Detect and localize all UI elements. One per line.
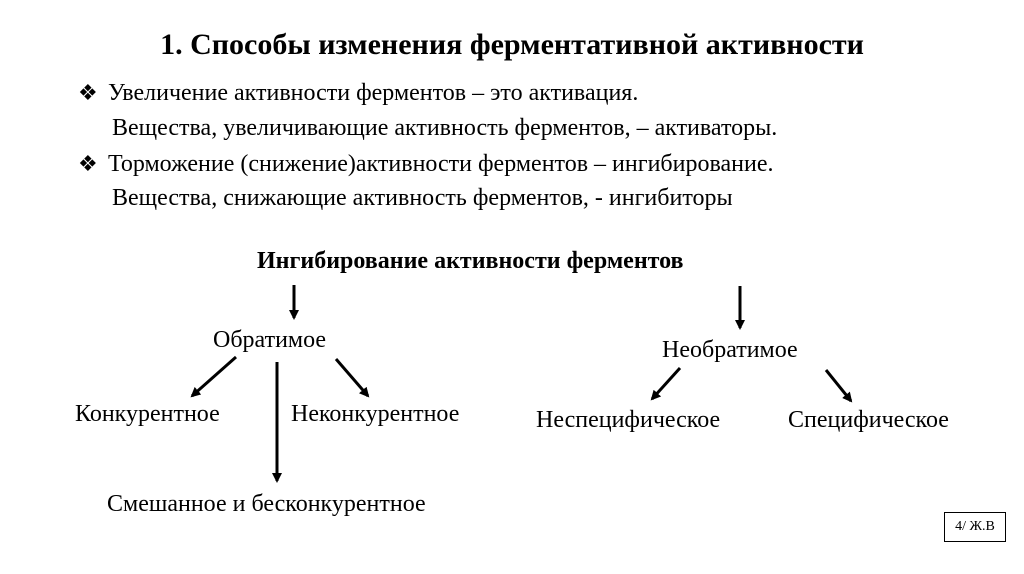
node-noncompetitive: Неконкурентное: [291, 401, 460, 427]
page-label: 4/ Ж.В: [944, 512, 1006, 542]
diamond-bullet-icon: ❖: [78, 151, 98, 176]
bullet-text: Увеличение активности ферментов – это активация.: [108, 80, 639, 106]
node-competitive: Конкурентное: [75, 401, 220, 427]
node-nonspecific: Неспецифическое: [536, 407, 721, 433]
node-irreversible: Необратимое: [662, 337, 798, 363]
arrow-irreversible-to-nonspecific: [652, 368, 680, 399]
arrow-irreversible-to-specific: [826, 370, 851, 401]
node-mixed: Смешанное и бесконкурентное: [107, 491, 426, 517]
node-reversible: Обратимое: [213, 327, 327, 353]
bullet-text: Торможение (снижение)активности ферментов – ингибирование.: [108, 151, 774, 177]
slide-title: 1. Способы изменения ферментативной активности: [160, 28, 864, 61]
arrow-reversible-to-competitive: [192, 357, 236, 396]
bullet-continuation: Вещества, увеличивающие активность ферментов, – активаторы.: [112, 115, 778, 141]
bullet-continuation: Вещества, снижающие активность ферментов, - ингибиторы: [112, 185, 733, 211]
diamond-bullet-icon: ❖: [78, 80, 98, 105]
node-specific: Специфическое: [788, 407, 949, 433]
diagram-root: Ингибирование активности ферментов: [257, 248, 684, 274]
arrow-reversible-to-noncompetitive: [336, 359, 368, 396]
